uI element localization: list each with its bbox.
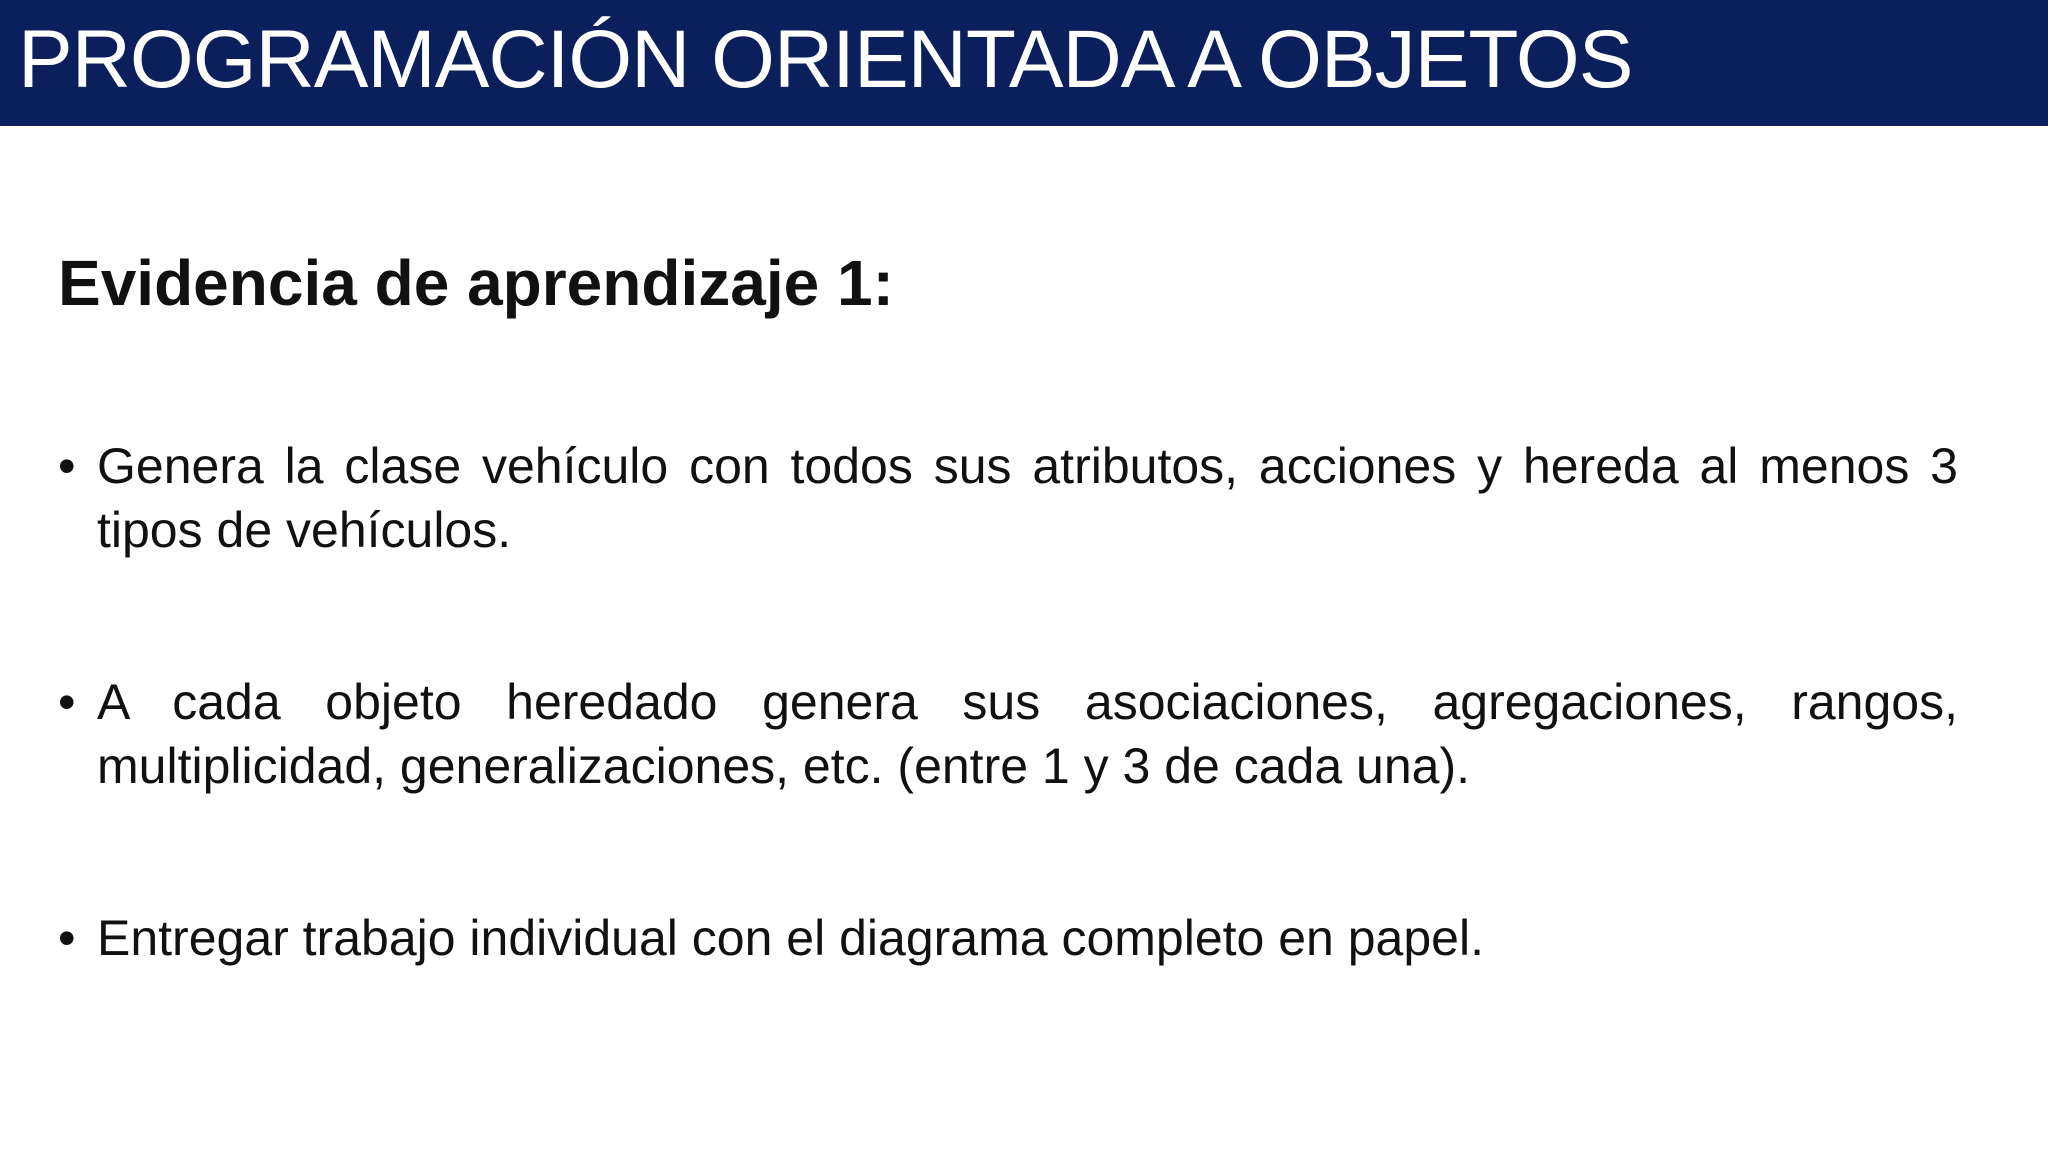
bullet-dot-icon: • — [58, 910, 76, 966]
slide-title: PROGRAMACIÓN ORIENTADA A OBJETOS — [18, 14, 1633, 105]
title-bar — [0, 0, 2048, 126]
bullet-item — [58, 906, 1958, 970]
bullet-item — [58, 434, 1958, 562]
slide-subtitle: Evidencia de aprendizaje 1: — [58, 247, 894, 319]
bullet-text: Genera la clase vehículo con todos sus atributos, acciones y hereda al menos 3 tipos de vehículos. — [97, 438, 1958, 558]
bullet-text: A cada objeto heredado genera sus asociaciones, agregaciones, rangos, multiplicidad, generalizaciones, etc. (entre 1 y 3 de cada una). — [97, 674, 1958, 794]
bullet-dot-icon: • — [58, 438, 76, 494]
bullet-text: Entregar trabajo individual con el diagrama completo en papel. — [97, 910, 1484, 966]
bullet-dot-icon: • — [58, 674, 76, 730]
bullet-item — [58, 670, 1958, 798]
